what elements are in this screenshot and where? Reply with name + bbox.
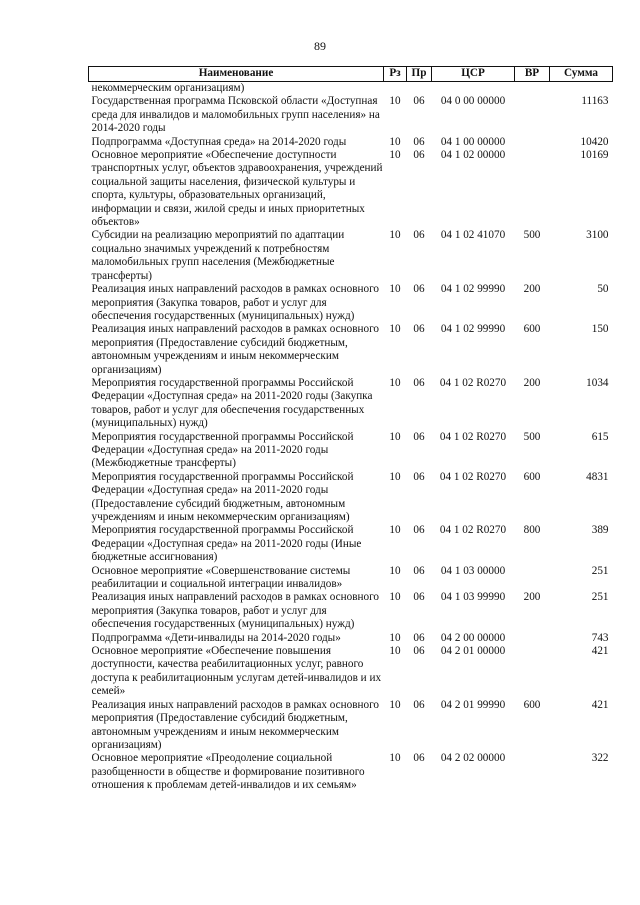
cell-sum: 421 <box>591 645 609 658</box>
cell-rz: 10 <box>389 591 401 604</box>
table-row <box>89 699 613 753</box>
cell-rz: 10 <box>389 698 401 711</box>
cell-vr: 600 <box>523 323 541 336</box>
cell-pr <box>407 82 432 96</box>
cell-csr: 04 2 01 00000 <box>440 645 506 658</box>
table-row <box>89 136 613 149</box>
cell-rz: 10 <box>389 752 401 765</box>
cell-vr: 200 <box>523 283 541 296</box>
cell-csr: 04 1 00 00000 <box>440 135 506 148</box>
cell-csr: 04 1 03 99990 <box>440 591 506 604</box>
table-body <box>89 82 613 793</box>
cell-name: Основное мероприятие «Обеспечение повышения доступности, качества реабилитационных услуг, равного доступа к реабилитационным услугам детей-инвалидов и их семей» <box>91 645 382 698</box>
header-vr: ВР <box>515 67 550 82</box>
table-row <box>89 149 613 229</box>
cell-name: Основное мероприятие «Совершенствование системы реабилитации и социальной интеграции инвалидов» <box>91 564 351 591</box>
cell-pr: 06 <box>413 631 425 644</box>
table-row <box>89 323 613 377</box>
cell-rz: 10 <box>389 470 401 483</box>
cell-name: Мероприятия государственной программы Российской Федерации «Доступная среда» на 2011-2020 годы (Межбюджетные трансферты) <box>91 430 354 470</box>
cell-rz: 10 <box>389 645 401 658</box>
header-name: Наименование <box>89 67 384 82</box>
cell-name: Основное мероприятие «Обеспечение доступности транспортных услуг, объектов здравоохранения, учреждений социальной защиты населения, физической культуры и спорта, культуры, образовательных организаций, информации и связи, жилой среды и иных приоритетных объектов» <box>91 149 383 229</box>
cell-csr: 04 1 02 R0270 <box>439 470 507 483</box>
table-row <box>89 471 613 525</box>
cell-pr: 06 <box>413 430 425 443</box>
cell-rz: 10 <box>389 631 401 644</box>
cell-pr: 06 <box>413 149 425 162</box>
cell-name: Государственная программа Псковской области «Доступная среда для инвалидов и маломобильных групп населения» на 2014-2020 годы <box>91 95 380 135</box>
cell-name: Субсидии на реализацию мероприятий по адаптации социально значимых учреждений к потребностям маломобильных групп населения (Межбюджетные трансферты) <box>91 229 345 282</box>
table-row <box>89 645 613 699</box>
cell-pr: 06 <box>413 645 425 658</box>
cell-vr <box>515 645 550 699</box>
cell-vr: 200 <box>523 376 541 389</box>
table-row <box>89 524 613 564</box>
cell-name: Мероприятия государственной программы Российской Федерации «Доступная среда» на 2011-2020 годы (Иные бюджетные ассигнования) <box>91 524 362 564</box>
cell-pr: 06 <box>413 591 425 604</box>
cell-vr: 500 <box>523 430 541 443</box>
cell-csr: 04 1 02 99990 <box>440 283 506 296</box>
cell-vr <box>515 82 550 96</box>
budget-table <box>88 66 613 793</box>
table-row <box>89 283 613 323</box>
header-sum: Сумма <box>550 67 613 82</box>
cell-name: Реализация иных направлений расходов в рамках основного мероприятия (Предоставление субсидий бюджетным, автономным учреждениям и иным некоммерческим организациям) <box>91 323 379 376</box>
cell-vr: 800 <box>523 524 541 537</box>
header-rz: Рз <box>384 67 407 82</box>
cell-csr: 04 2 02 00000 <box>440 752 506 765</box>
cell-csr: 04 2 01 99990 <box>440 698 506 711</box>
table-row <box>89 632 613 645</box>
cell-rz: 10 <box>389 95 401 108</box>
cell-vr: 500 <box>523 229 541 242</box>
cell-vr: 600 <box>523 470 541 483</box>
cell-vr: 200 <box>523 591 541 604</box>
cell-sum: 743 <box>591 631 609 644</box>
cell-csr: 04 1 02 00000 <box>440 149 506 162</box>
cell-csr: 04 1 02 99990 <box>440 323 506 336</box>
cell-csr: 04 0 00 00000 <box>440 95 506 108</box>
cell-sum: 10420 <box>580 135 609 148</box>
table-row <box>89 565 613 592</box>
table-row <box>89 229 613 283</box>
cell-pr: 06 <box>413 376 425 389</box>
cell-vr <box>515 632 550 645</box>
cell-name: Реализация иных направлений расходов в рамках основного мероприятия (Закупка товаров, работ и услуг для обеспечения государственных (муниципальных) нужд) <box>91 283 379 322</box>
cell-sum: 389 <box>591 524 609 537</box>
cell-pr: 06 <box>413 135 425 148</box>
cell-pr: 06 <box>413 95 425 108</box>
cell-name: Основное мероприятие «Преодоление социальной разобщенности в обществе и формирование позитивного отношения к проблемам детей-инвалидов и их семьям» <box>91 752 365 792</box>
cell-vr <box>515 136 550 149</box>
header-csr: ЦСР <box>432 67 515 82</box>
cell-csr: 04 1 03 00000 <box>440 564 506 577</box>
cell-sum: 251 <box>591 591 609 604</box>
cell-sum <box>550 82 613 96</box>
cell-vr <box>515 752 550 792</box>
cell-sum: 421 <box>591 698 609 711</box>
cell-rz: 10 <box>389 376 401 389</box>
table-row <box>89 95 613 135</box>
cell-name: Реализация иных направлений расходов в рамках основного мероприятия (Закупка товаров, работ и услуг для обеспечения государственных (муниципальных) нужд) <box>91 591 379 631</box>
cell-vr <box>515 95 550 135</box>
cell-vr: 600 <box>523 698 541 711</box>
cell-csr: 04 1 02 R0270 <box>439 376 507 389</box>
cell-sum: 150 <box>591 323 609 336</box>
cell-sum: 3100 <box>586 229 609 242</box>
cell-pr: 06 <box>413 564 425 577</box>
cell-name: Подпрограмма «Доступная среда» на 2014-2020 годы <box>91 135 347 148</box>
cell-pr: 06 <box>413 752 425 765</box>
cell-rz <box>384 82 407 96</box>
cell-name: Реализация иных направлений расходов в рамках основного мероприятия (Предоставление субсидий бюджетным, автономным учреждениям и иным некоммерческим организациям) <box>91 698 379 751</box>
cell-rz: 10 <box>389 149 401 162</box>
cell-rz: 10 <box>389 323 401 336</box>
cell-csr: 04 1 02 41070 <box>440 229 506 242</box>
cell-sum: 1034 <box>586 376 609 389</box>
cell-name: Мероприятия государственной программы Российской Федерации «Доступная среда» на 2011-2020 годы (Закупка товаров, работ и услуг для обеспечения государственных (муниципальных) нужд) <box>91 376 373 430</box>
cell-vr <box>515 149 550 229</box>
cell-csr: 04 1 02 R0270 <box>439 430 507 443</box>
cell-pr: 06 <box>413 283 425 296</box>
table-row <box>89 82 613 96</box>
cell-rz: 10 <box>389 229 401 242</box>
cell-sum: 251 <box>591 564 609 577</box>
cell-name: Мероприятия государственной программы Российской Федерации «Доступная среда» на 2011-2020 годы (Предоставление субсидий бюджетным, автономным учреждениям и иным некоммерческим организациям) <box>91 470 354 523</box>
table-row <box>89 377 613 431</box>
cell-rz: 10 <box>389 430 401 443</box>
cell-csr: 04 2 00 00000 <box>440 631 506 644</box>
cell-pr: 06 <box>413 229 425 242</box>
table-row <box>89 752 613 792</box>
cell-pr: 06 <box>413 698 425 711</box>
cell-csr <box>432 82 515 96</box>
header-pr: Пр <box>407 67 432 82</box>
table-row <box>89 431 613 471</box>
cell-pr: 06 <box>413 524 425 537</box>
cell-sum: 322 <box>591 752 609 765</box>
cell-rz: 10 <box>389 283 401 296</box>
table-header-row <box>89 67 613 82</box>
cell-pr: 06 <box>413 323 425 336</box>
cell-rz: 10 <box>389 564 401 577</box>
cell-name: некоммерческим организациям) <box>91 82 245 94</box>
cell-sum: 4831 <box>586 470 609 483</box>
table-row <box>89 591 613 631</box>
cell-sum: 50 <box>597 283 609 296</box>
cell-rz: 10 <box>389 524 401 537</box>
page-number: 89 <box>314 39 326 53</box>
cell-name: Подпрограмма «Дети-инвалиды на 2014-2020 годы» <box>91 631 341 644</box>
cell-vr <box>515 565 550 592</box>
cell-csr: 04 1 02 R0270 <box>439 524 507 537</box>
cell-sum: 10169 <box>580 149 609 162</box>
cell-rz: 10 <box>389 135 401 148</box>
cell-sum: 11163 <box>581 95 609 108</box>
cell-sum: 615 <box>591 430 609 443</box>
cell-pr: 06 <box>413 470 425 483</box>
